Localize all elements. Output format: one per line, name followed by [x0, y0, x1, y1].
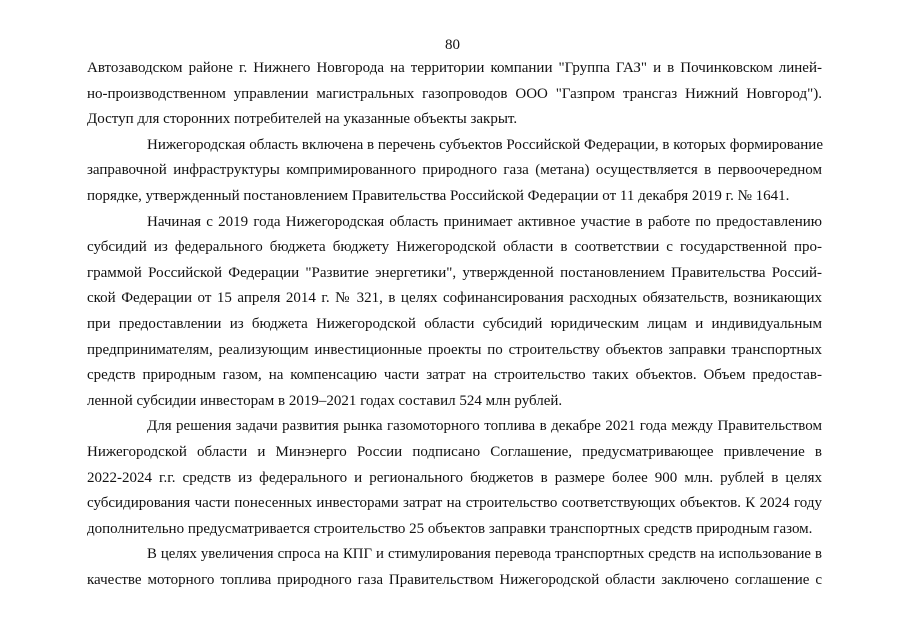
text-line: дополнительно предусматривается строительство 25 объектов заправки транспортных средств природным газом.: [87, 520, 813, 537]
text-line: предпринимателям, реализующим инвестиционные проекты по строительству объектов заправки транспортных: [87, 341, 822, 358]
text-line: Нижегородской области и Минэнерго России подписано Соглашение, предусматривающее привлечение в: [87, 443, 822, 460]
text-line: порядке, утвержденный постановлением Правительства Российской Федерации от 11 декабря 2019 г. № 1641.: [87, 187, 790, 204]
text-line: заправочной инфраструктуры компримированного природного газа (метана) осуществляется в первоочередном: [87, 162, 822, 179]
paragraph: [87, 210, 822, 415]
body-text: [87, 56, 822, 593]
paragraph: [87, 56, 822, 133]
text-line: В целях увеличения спроса на КПГ и стимулирования перевода транспортных средств на использование в: [147, 546, 822, 563]
paragraph: [87, 542, 822, 593]
text-line: при предоставлении из бюджета Нижегородской области субсидий юридическим лицам и индивидуальным: [87, 315, 822, 332]
text-line: субсидий из федерального бюджета бюджету Нижегородской области в соответствии с государственной про-: [87, 239, 822, 256]
text-line: качестве моторного топлива природного газа Правительством Нижегородской области заключено соглашение с: [87, 571, 822, 588]
page-number: 80: [445, 37, 460, 53]
text-line: ской Федерации от 15 апреля 2014 г. № 321, в целях софинансирования расходных обязательств, возникающих: [87, 290, 822, 307]
paragraph: [87, 133, 822, 210]
paragraph: [87, 414, 822, 542]
text-line: Начиная с 2019 года Нижегородская область принимает активное участие в работе по предоставлению: [147, 213, 822, 230]
text-line: Для решения задачи развития рынка газомоторного топлива в декабре 2021 года между Правительством: [147, 418, 822, 435]
text-line: Нижегородская область включена в перечень субъектов Российской Федерации, в которых формирование: [147, 136, 823, 153]
text-line: Доступ для сторонних потребителей на указанные объекты закрыт.: [87, 111, 518, 128]
text-line: ленной субсидии инвесторам в 2019–2021 годах составил 524 млн рублей.: [87, 392, 563, 409]
text-line: Автозаводском районе г. Нижнего Новгорода на территории компании "Группа ГАЗ" и в Починковском линей-: [87, 60, 822, 76]
text-line: субсидирования части понесенных инвесторами затрат на строительство соответствующих объектов. К 2024 году: [87, 495, 822, 512]
text-line: средств природным газом, на компенсацию части затрат на строительство таких объектов. Объем предостав-: [87, 367, 822, 384]
text-line: но-производственном управлении магистральных газопроводов ООО "Газпром трансгаз Нижний Новгород").: [87, 85, 822, 102]
text-line: граммой Российской Федерации "Развитие энергетики", утвержденной постановлением Правительства Россий-: [87, 264, 822, 281]
text-line: 2022-2024 г.г. средств из федерального и регионального бюджетов в размере более 900 млн. рублей в целях: [87, 469, 822, 486]
